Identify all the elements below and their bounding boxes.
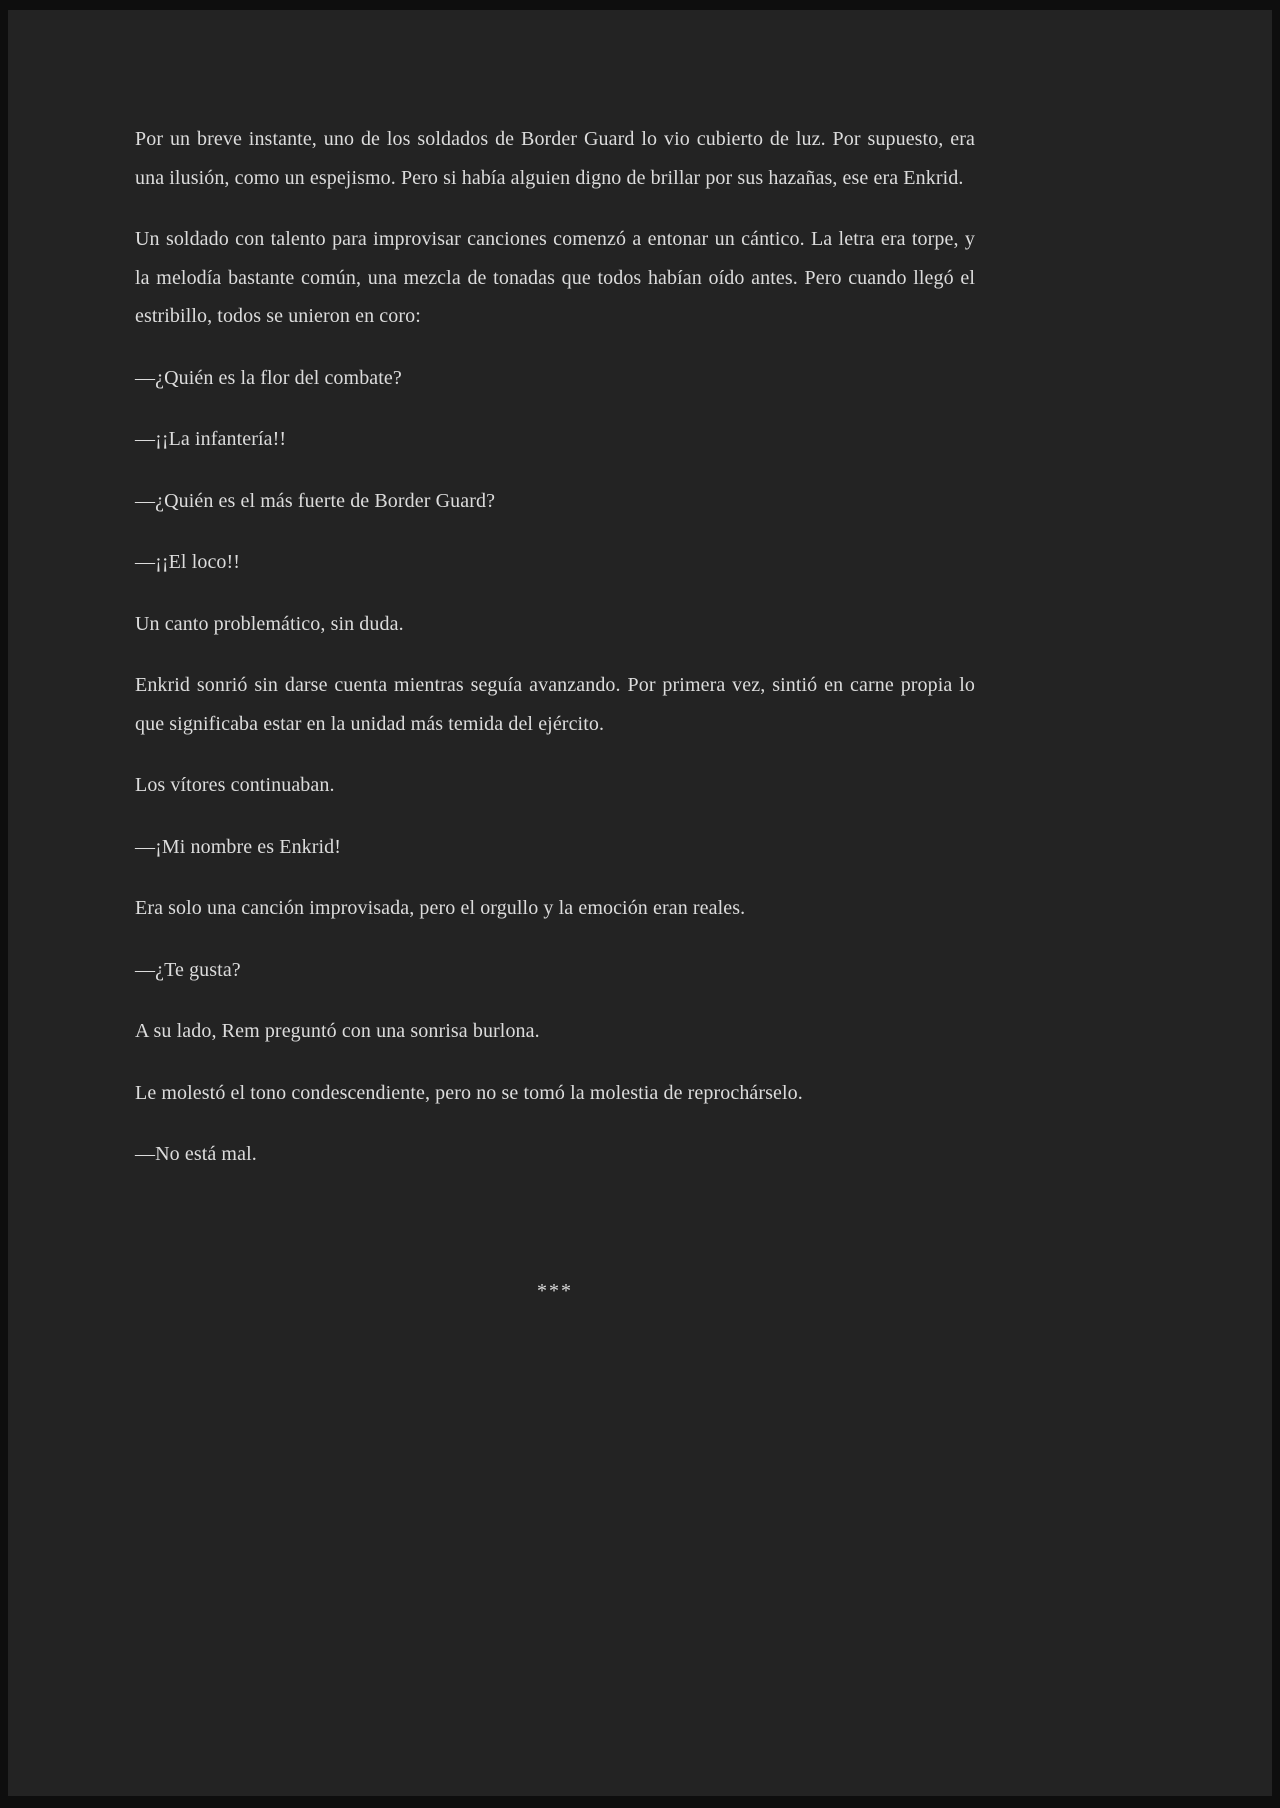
text-content: [135, 120, 975, 1333]
paragraph: Era solo una canción improvisada, pero el orgullo y la emoción eran reales.: [135, 897, 746, 919]
paragraph: A su lado, Rem preguntó con una sonrisa burlona.: [135, 1020, 540, 1042]
dialogue-line: —¿Quién es la flor del combate?: [135, 366, 402, 389]
dialogue-line: —No está mal.: [135, 1143, 257, 1165]
dialogue-line: —¿Quién es el más fuerte de Border Guard?: [135, 489, 496, 512]
paragraph: Le molestó el tono condescendiente, pero no se tomó la molestia de reprochárselo.: [135, 1081, 803, 1104]
paragraph: Enkrid sonrió sin darse cuenta mientras seguía avanzando. Por primera vez, sintió en carne propia lo que significaba estar en la unidad más temida del ejército.: [135, 674, 975, 735]
dialogue-line: —¡Mi nombre es Enkrid!: [135, 835, 342, 858]
paragraph: Un canto problemático, sin duda.: [135, 612, 404, 635]
dialogue-line: —¿Te gusta?: [135, 958, 241, 981]
paragraph: Un soldado con talento para improvisar canciones comenzó a entonar un cántico. La letra era torpe, y la melodía bastante común, una mezcla de tonadas que todos habían oído antes. Pero cuando llegó el estribillo, todos se unieron en coro:: [135, 228, 975, 327]
dialogue-line: —¡¡El loco!!: [135, 551, 241, 573]
dialogue-line: —¡¡La infantería!!: [135, 428, 287, 450]
paragraph: Los vítores continuaban.: [135, 774, 335, 796]
reader-page: [8, 10, 1272, 1796]
paragraph: Por un breve instante, uno de los soldados de Border Guard lo vio cubierto de luz. Por supuesto, era una ilusión, como un espejismo. Pero si había alguien digno de brillar por sus hazañas, ese era Enkrid.: [135, 128, 975, 189]
scene-break-separator: ***: [537, 1279, 573, 1302]
